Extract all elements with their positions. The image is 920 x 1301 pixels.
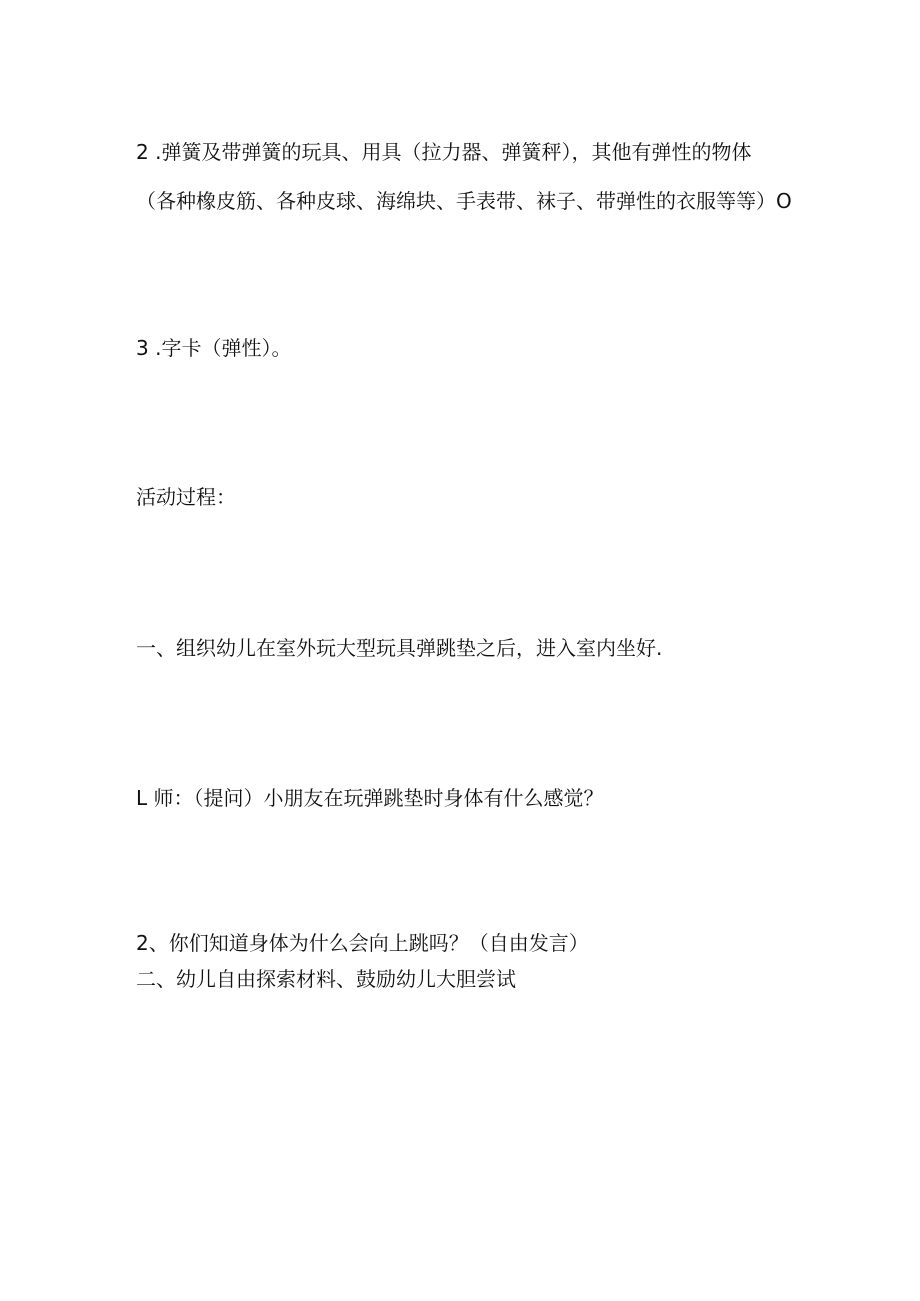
teacher-question-1: L 师：（提问）小朋友在玩弹跳垫时身体有什么感觉？: [136, 786, 604, 810]
materials-item-3: 3 .字卡（弹性）。: [136, 336, 292, 360]
materials-item-2-line-1: 2 .弹簧及带弹簧的玩具、用具（拉力器、弹簧秤），其他有弹性的物体: [136, 140, 752, 164]
section-heading-activity-process: 活动过程：: [136, 485, 236, 509]
step-one: 一、组织幼儿在室外玩大型玩具弹跳垫之后，进入室内坐好.: [136, 636, 663, 660]
materials-item-2-line-2: （各种橡皮筋、各种皮球、海绵块、手表带、袜子、带弹性的衣服等等）O: [136, 189, 792, 213]
step-two: 二、幼儿自由探索材料、鼓励幼儿大胆尝试: [136, 967, 516, 991]
teacher-question-2: 2、你们知道身体为什么会向上跳吗？（自由发言）: [136, 931, 589, 955]
